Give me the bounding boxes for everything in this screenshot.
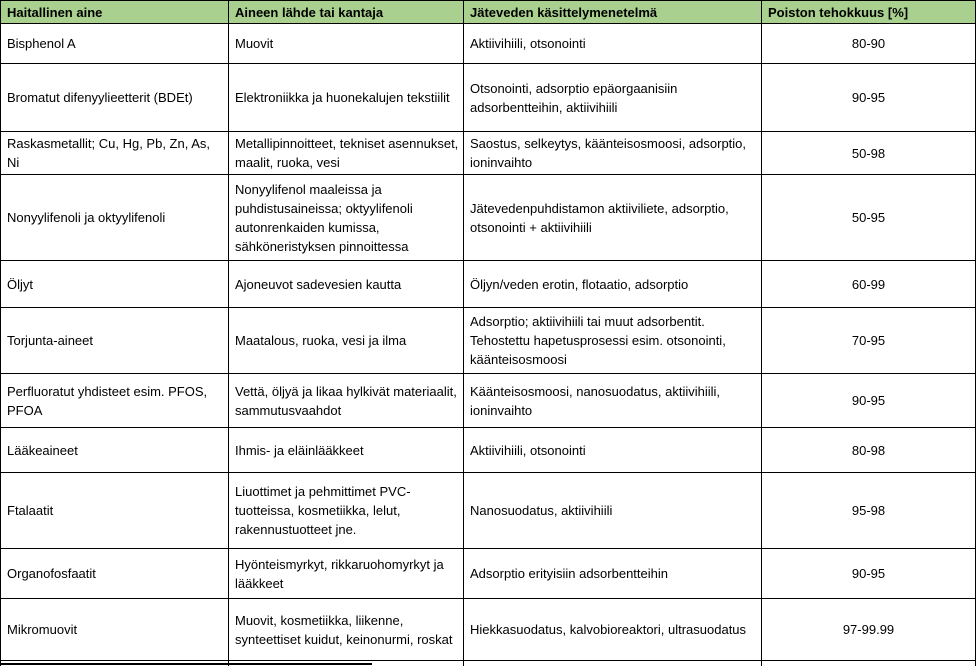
table-row [1, 599, 976, 661]
table-row [1, 64, 976, 132]
substance-cell: Raskasmetallit; Cu, Hg, Pb, Zn, As, Ni [1, 132, 229, 175]
treatment-cell: Aktiivihiili, otsonointi [464, 24, 762, 64]
efficiency-cell: 90-95 [762, 64, 976, 132]
treatment-cell: Hiekkasuodatus, kalvobioreaktori, ultrasuodatus [464, 599, 762, 661]
source-cell: Liuottimet ja pehmittimet PVC-tuotteissa, kosmetiikka, lelut, rakennustuotteet jne. [229, 473, 464, 549]
efficiency-cell: 60-99 [762, 261, 976, 308]
treatment-cell: Adsorptio; aktiivihiili tai muut adsorbentit. Tehostettu hapetusprosessi esim. otsonointi, käänteisosmoosi [464, 308, 762, 374]
treatment-cell: Nanosuodatus, aktiivihiili [464, 473, 762, 549]
efficiency-cell: 80-98 [762, 428, 976, 473]
treatment-cell: Aktiivihiili, otsonointi [464, 428, 762, 473]
efficiency-cell: 95-98 [762, 473, 976, 549]
substance-cell: Bromatut difenyylieetterit (BDEt) [1, 64, 229, 132]
table-row [1, 24, 976, 64]
treatment-cell: Öljyn/veden erotin, flotaatio, adsorptio [464, 261, 762, 308]
efficiency-cell: 70-95 [762, 308, 976, 374]
source-cell: Muovit [229, 24, 464, 64]
source-cell: Ajoneuvot sadevesien kautta [229, 261, 464, 308]
source-cell: Nonyylifenol maaleissa ja puhdistusaineissa; oktyylifenoli autonrenkaiden kumissa, sähköneristyksen pinnoittessa [229, 175, 464, 261]
header-substance: Haitallinen aine [1, 1, 229, 24]
source-cell: Elektroniikka ja huonekalujen tekstiilit [229, 64, 464, 132]
header-treatment: Jäteveden käsittelymenetelmä [464, 1, 762, 24]
table-row [1, 132, 976, 175]
treatment-cell: Otsonointi, adsorptio epäorgaanisiin adsorbentteihin, aktiivihiili [464, 64, 762, 132]
source-cell: Metallipinnoitteet, tekniset asennukset, maalit, ruoka, vesi [229, 132, 464, 175]
header-source: Aineen lähde tai kantaja [229, 1, 464, 24]
header-efficiency: Poiston tehokkuus [%] [762, 1, 976, 24]
substance-cell: Öljyt [1, 261, 229, 308]
partial-cell [762, 661, 976, 666]
efficiency-cell: 90-95 [762, 374, 976, 428]
table-row [1, 308, 976, 374]
table-row [1, 549, 976, 599]
efficiency-cell: 80-90 [762, 24, 976, 64]
table-row [1, 473, 976, 549]
substance-cell: Torjunta-aineet [1, 308, 229, 374]
partial-cell [464, 661, 762, 666]
source-cell: Muovit, kosmetiikka, liikenne, synteettiset kuidut, keinonurmi, roskat [229, 599, 464, 661]
treatment-cell: Saostus, selkeytys, käänteisosmoosi, adsorptio, ioninvaihto [464, 132, 762, 175]
substance-cell: Organofosfaatit [1, 549, 229, 599]
table-body [1, 24, 976, 666]
substance-cell: Bisphenol A [1, 24, 229, 64]
treatment-cell: Jätevedenpuhdistamon aktiiviliete, adsorptio, otsonointi + aktiivihiili [464, 175, 762, 261]
table-row [1, 261, 976, 308]
table-row [1, 428, 976, 473]
treatment-cell: Adsorptio erityisiin adsorbentteihin [464, 549, 762, 599]
substance-cell: Lääkeaineet [1, 428, 229, 473]
substance-cell: Ftalaatit [1, 473, 229, 549]
table-row [1, 175, 976, 261]
source-cell: Ihmis- ja eläinlääkkeet [229, 428, 464, 473]
substance-cell: Perfluoratut yhdisteet esim. PFOS, PFOA [1, 374, 229, 428]
source-cell: Vettä, öljyä ja likaa hylkivät materiaalit, sammutusvaahdot [229, 374, 464, 428]
efficiency-cell: 90-95 [762, 549, 976, 599]
table-row [1, 374, 976, 428]
efficiency-cell: 50-95 [762, 175, 976, 261]
efficiency-cell: 97-99.99 [762, 599, 976, 661]
source-cell: Hyönteismyrkyt, rikkaruohomyrkyt ja lääkkeet [229, 549, 464, 599]
efficiency-cell: 50-98 [762, 132, 976, 175]
substance-cell: Nonyylifenoli ja oktyylifenoli [1, 175, 229, 261]
substance-cell: Mikromuovit [1, 599, 229, 661]
source-cell: Maatalous, ruoka, vesi ja ilma [229, 308, 464, 374]
table-header-row [1, 1, 976, 24]
treatment-cell: Käänteisosmoosi, nanosuodatus, aktiivihiili, ioninvaihto [464, 374, 762, 428]
